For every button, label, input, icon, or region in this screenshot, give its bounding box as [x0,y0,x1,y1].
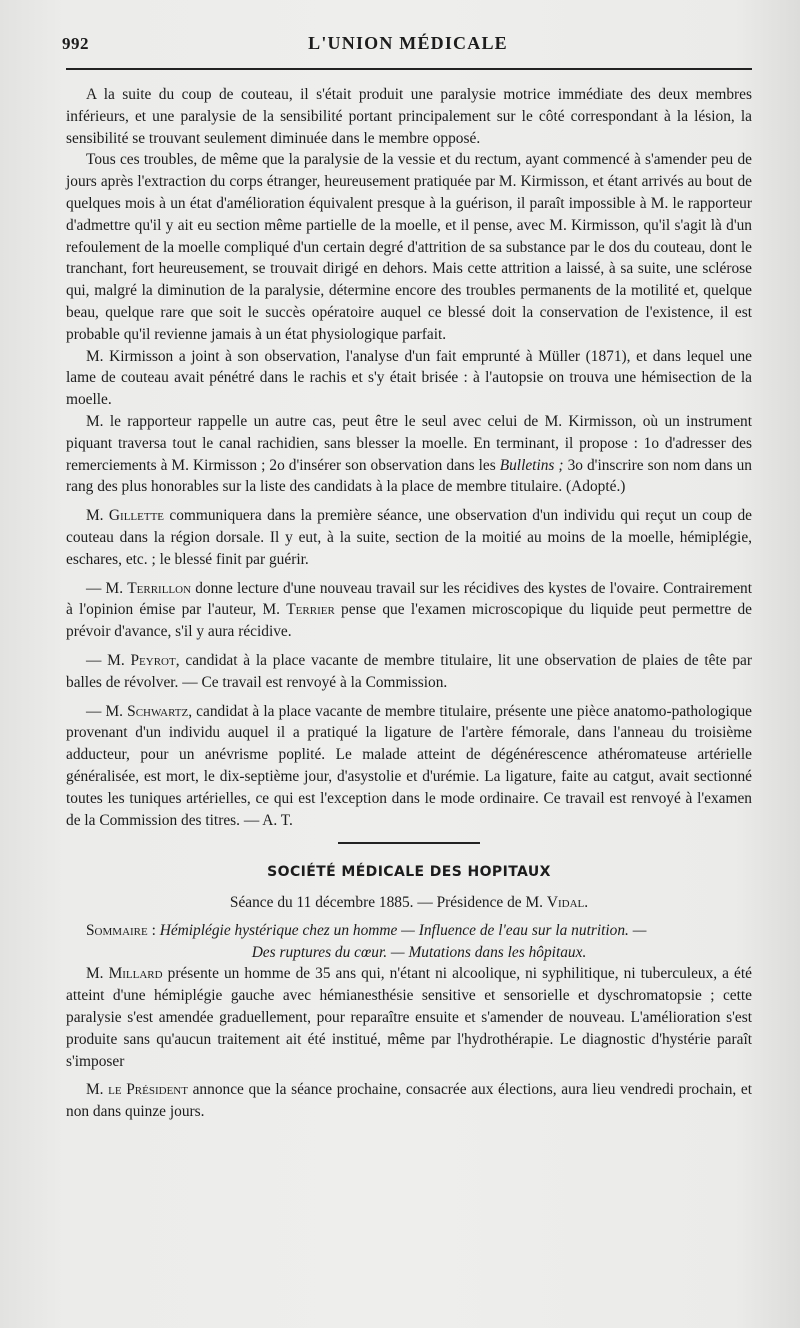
speaker-name: le Président [108,1081,188,1099]
speaker-name: Peyrot, [130,651,180,669]
paragraph: — M. Terrillon donne lecture d'une nouveau travail sur les récidives des kystes de l'ovaire. Contrairement à l'opinion émise par l'auteur, M. Terrier pense que l'examen microscopique du liquide peut permettre de prévoir d'avance, s'il y aura récidive. [66,579,753,641]
article-body [66,84,752,1123]
section-title: SOCIÉTÉ MÉDICALE DES HOPITAUX [267,864,551,881]
speaker-name: Terrier [286,601,335,619]
speaker-name: Schwartz, [127,702,193,720]
president-name: Vidal. [546,894,589,912]
journal-title: L'UNION MÉDICALE [308,33,508,53]
speaker-name: M. Gillette [86,507,165,525]
paragraph: — M. Peyrot, candidat à la place vacante de membre titulaire, lit une observation de plaies de tête par balles de révolver. — Ce travail est renvoyé à la Commission. [66,651,752,691]
sommaire: Sommaire : Hémiplégie hystérique chez un homme — Influence de l'eau sur la nutrition. — Des ruptures du cœur. — Mutations dans les hôpitaux. [86,921,647,961]
paragraph: M. Gillette communiquera dans la première séance, une observation d'un individu qui reçut un coup de couteau dans la région dorsale. Il y eut, à la suite, section de la moitié au moins de la moelle, hémiplégie, eschares, etc. ; le blessé finit par guérir. [66,507,752,568]
bulletins-italic: Bulletins ; [499,456,564,474]
speaker-name: Terrillon [127,579,192,597]
paragraph: M. Millard présente un homme de 35 ans qui, n'étant ni alcoolique, ni syphilitique, ni tuberculeux, a été atteint d'une hémiplégie gauche avec hémianesthésie sensitive et sensorielle et dyschromatopsie ; cette paralysie s'est amendée graduellement, pour reparaître ensuite et s'amender de nouveau. L'amélioration s'est produite sans qu'aucun traitement ait été institué, même par l'hydrothérapie. Le diagnostic d'hystérie paraît s'imposer [66,965,752,1070]
paragraph: Tous ces troubles, de même que la paralysie de la vessie et du rectum, ayant commencé à s'amender peu de jours après l'extraction du corps étranger, heureusement pratiquée par M. Kirmisson, et étant arrivés au bout de quelques mois à un état d'amélioration équivalent presque à la guérison, il paraît impossible à M. le rapporteur d'admettre qu'il y ait eu section même partielle de la moelle, et il pense, avec M. Kirmisson, qu'il s'agit là d'un refoulement de la moelle compliqué d'un certain degré d'attrition de sa substance par le dos du couteau, dont le tranchant, fort heureusement, se trouvait dirigé en dehors. Mais cette attrition a laissé, à sa suite, une sclérose qui, malgré la diminution de la paralysie, détermine encore des troubles permanents de la motilité et, quelque beau, quelque rare que soit le succès opératoire auquel ce blessé doit la conservation de l'existence, il est probable qu'il revienne jamais à un état physiologique parfait. [66,151,752,343]
page-header [62,30,754,58]
sommaire-label: Sommaire : [86,921,156,939]
paragraph: — M. Schwartz, candidat à la place vacante de membre titulaire, présente une pièce anatomo-pathologique provenant d'un individu auquel il a pratiqué la ligature de l'artère fémorale, dans l'anneau du troisième adducteur, pour un anévrisme poplité. Le malade atteint de dégénérescence athéromateuse artérielle généralisée, est mort, le dix-septième jour, d'asystolie et d'urémie. La ligature, faite au catgut, avait sectionné toutes les tuniques artérielles, ce qui est l'exception dans le mode ordinaire. Ce travail est renvoyé à l'examen de la Commission des titres. — A. T. [66,702,752,829]
header-rule [66,68,752,70]
speaker-name: M. Millard [86,965,163,983]
section-divider [338,842,480,844]
seance-line: Séance du 11 décembre 1885. — Présidence de M. Vidal. [229,894,589,912]
paragraph: M. le Président annonce que la séance prochaine, consacrée aux élections, aura lieu vendredi prochain, et non dans quinze jours. [66,1081,752,1121]
paragraph: M. le rapporteur rappelle un autre cas, peut être le seul avec celui de M. Kirmisson, où un instrument piquant traversa tout le canal rachidien, sans blesser la moelle. En terminant, il propose : 1o d'adresser des remerciements à M. Kirmisson ; 2o d'insérer son observation dans les Bulletins ; 3o d'inscrire son nom dans un rang des plus honorables sur la liste des candidats à la place de membre titulaire. (Adopté.) [66,412,752,496]
page-number: 992 [62,34,89,53]
paragraph: A la suite du coup de couteau, il s'était produit une paralysie motrice immédiate des deux membres inférieurs, et une paralysie de la sensibilité portant principalement sur le côté correspondant à la lésion, la sensibilité se trouvant seulement diminuée dans le membre opposé. [66,86,752,147]
paragraph: M. Kirmisson a joint à son observation, l'analyse d'un fait emprunté à Müller (1871), et dans lequel une lame de couteau avait pénétré dans le rachis et s'y était brisée : à l'autopsie on trouva une hémisection de la moelle. [66,347,752,409]
